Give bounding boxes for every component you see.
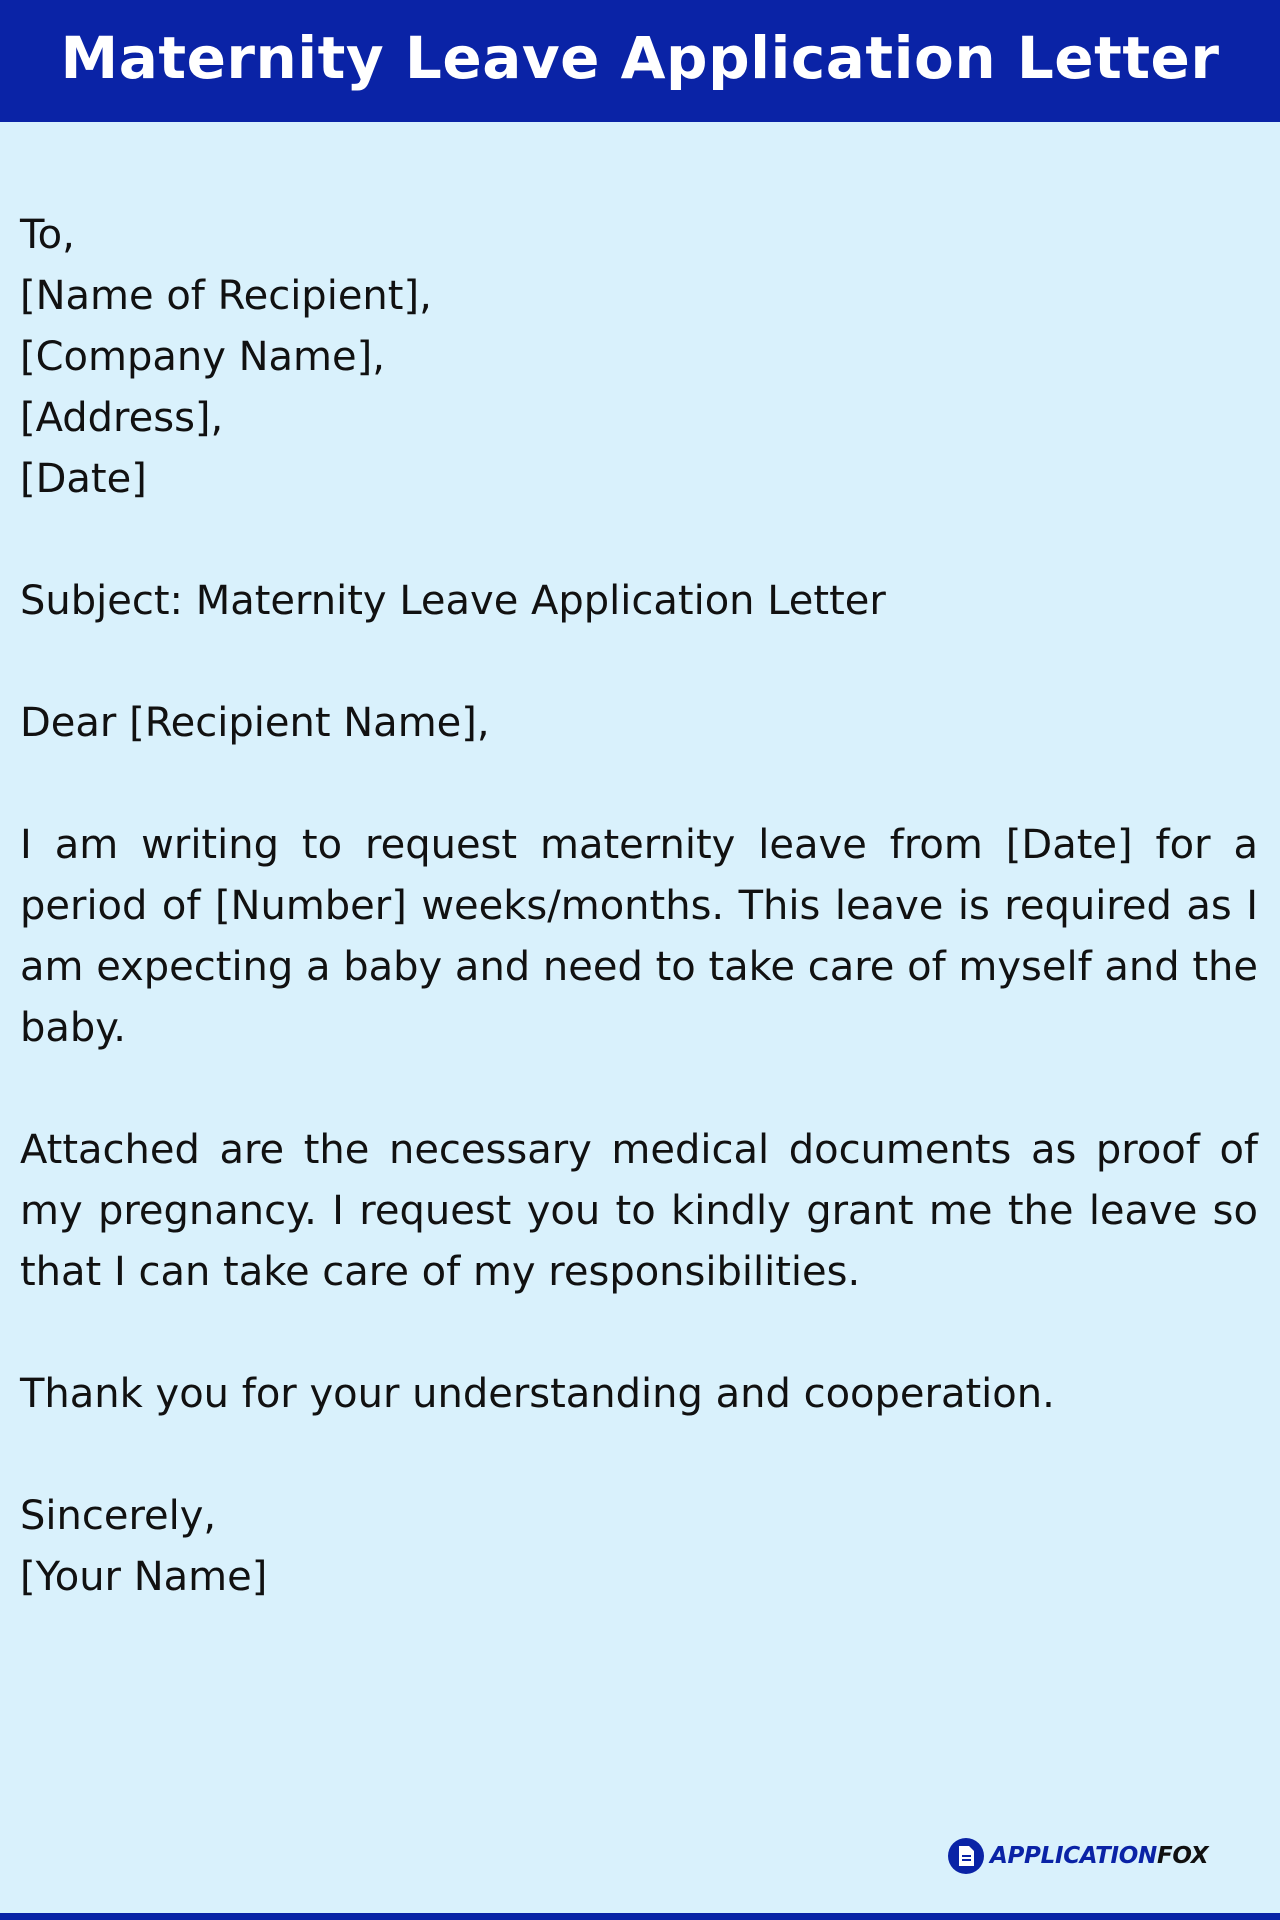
page-title: Maternity Leave Application Letter <box>60 24 1220 92</box>
letter-body <box>20 205 1258 1608</box>
recipient-address <box>20 205 1258 510</box>
logo-wordmark: APPLICATIONFOX <box>990 1843 1209 1869</box>
document-icon <box>948 1838 984 1874</box>
signature-name: [Your Name] <box>20 1554 268 1600</box>
address-line: [Address], <box>20 395 224 441</box>
subject-line: Subject: Maternity Leave Application Letter <box>20 578 886 624</box>
body-paragraph-thanks: Thank you for your understanding and cooperation. <box>20 1371 1055 1417</box>
address-line: To, <box>20 212 75 258</box>
body-paragraph-request: I am writing to request maternity leave from [Date] for a period of [Number] weeks/months. This leave is required as I am expecting a baby and need to take care of myself and the baby. <box>20 822 1258 1051</box>
body-paragraph-documents: Attached are the necessary medical documents as proof of my pregnancy. I request you to kindly grant me the leave so that I can take care of my responsibilities. <box>20 1127 1258 1295</box>
header-banner <box>0 0 1280 122</box>
address-line: [Name of Recipient], <box>20 273 432 319</box>
address-line: [Date] <box>20 456 147 502</box>
address-line: [Company Name], <box>20 334 385 380</box>
bottom-divider <box>0 1913 1280 1920</box>
applicationfox-logo <box>948 1836 1208 1876</box>
closing: Sincerely, <box>20 1493 217 1539</box>
salutation: Dear [Recipient Name], <box>20 700 490 746</box>
